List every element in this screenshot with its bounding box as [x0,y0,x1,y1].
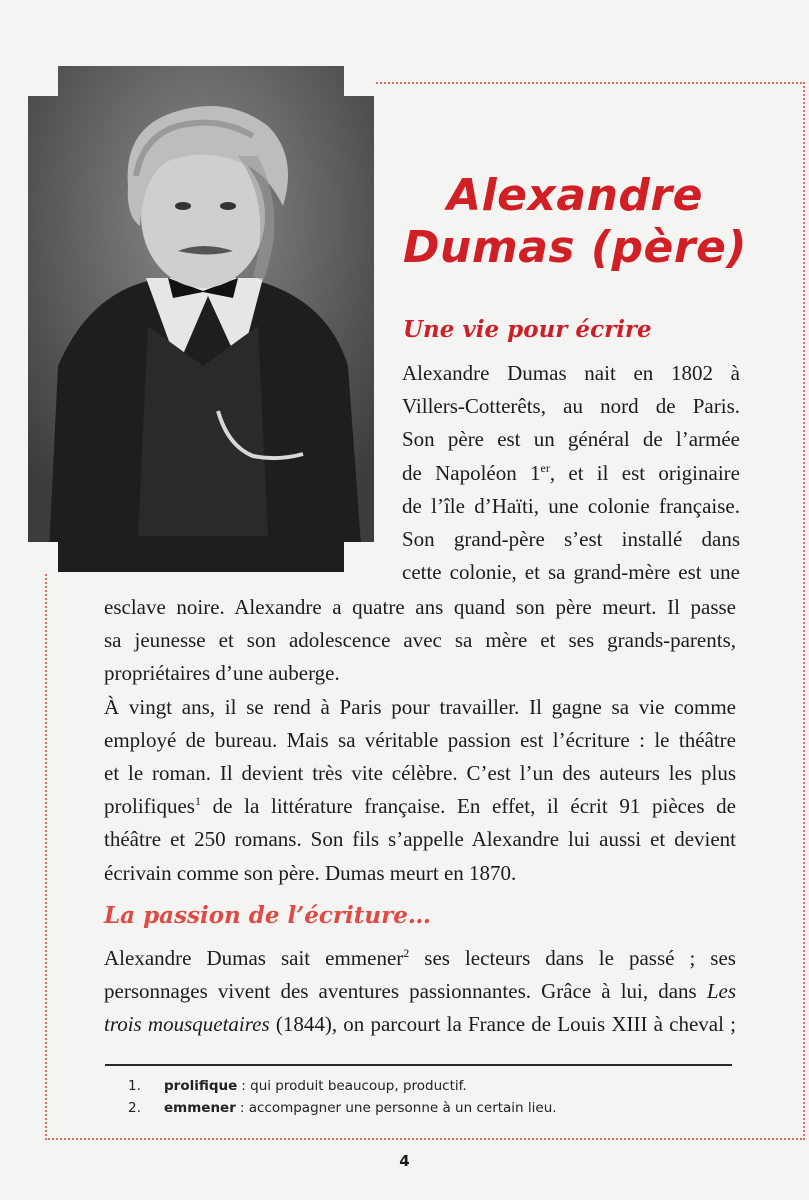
footnote-term: emmener [164,1100,236,1116]
text-line [104,790,736,823]
page-number: 4 [399,1152,410,1170]
text-line: Villers-Cotterêts, au nord de Paris. [402,394,740,419]
footnotes [128,1075,557,1119]
footnote-term: prolifique [164,1078,238,1094]
title-line-2: Dumas (père) [403,222,747,273]
paragraph-intro [402,357,740,589]
footnote-definition: : accompagner une personne à un certain lieu. [239,1100,557,1116]
footnote-number: 2. [128,1100,141,1116]
footnote-definition: : qui produit beaucoup, productif. [241,1078,467,1094]
text-fragment: ses lecteurs dans le passé ; ses [409,946,736,970]
footnote-divider [105,1064,732,1066]
text-fragment: Alexandre Dumas sait emmener [104,946,404,970]
text-line: À vingt ans, il se rend à Paris pour travailler. Il gagne sa vie comme [104,694,736,719]
text-fragment: personnages vivent des aventures passionnantes. Grâce à lui, dans [104,979,707,1004]
superscript-er: er [540,460,550,475]
text-fragment: prolifiques [104,794,195,819]
text-line: cette colonie, et sa grand-mère est une [402,560,740,585]
paragraph-passion [104,942,736,1042]
title-line-1: Alexandre [447,170,703,221]
book-title-fragment: trois mousquetaires [104,1012,270,1037]
text-line: théâtre et 250 romans. Son fils s’appelle Alexandre lui aussi et devient [104,827,736,852]
text-line: Alexandre Dumas nait en 1802 à [402,361,740,385]
paragraph-bio [104,591,736,890]
text-line: écrivain comme son père. Dumas meurt en 1870. [104,860,517,885]
text-line: Son père est un général de l’armée [402,427,740,452]
text-line: esclave noire. Alexandre a quatre ans quand son père meurt. Il passe [104,595,736,619]
text-line: propriétaires d’une auberge. [104,661,340,686]
text-fragment: de la littérature française. En effet, il écrit 91 pièces de [200,794,736,819]
footnote-item [128,1075,557,1097]
text-line: et le roman. Il devient très vite célèbre. C’est l’un des auteurs les plus [104,761,736,786]
footnote-ref-1[interactable]: 1 [194,794,201,809]
footnote-item [128,1097,557,1119]
text-line [104,942,736,975]
text-fragment: (1844), on parcourt la France de Louis XIII à cheval ; [269,1012,736,1037]
text-fragment: de Napoléon 1 [402,460,541,485]
text-line: sa jeunesse et son adolescence avec sa mère et ses grands-parents, [104,628,736,653]
text-line [104,1008,736,1041]
section-heading-vie: Une vie pour écrire [403,316,652,343]
footnote-number: 1. [128,1078,141,1094]
text-line: employé de bureau. Mais sa véritable passion est l’écriture : le théâtre [104,727,736,752]
text-fragment: , et il est originaire [549,460,740,485]
text-line [402,457,740,490]
text-line: de l’île d’Haïti, une colonie française. [402,493,740,518]
portrait-photo [28,66,374,572]
section-heading-passion: La passion de l’écriture… [104,902,431,929]
text-line: Son grand-père s’est installé dans [402,527,740,552]
book-title-fragment: Les [706,979,736,1004]
text-line [104,975,736,1008]
page-title [395,170,755,274]
footnote-ref-2[interactable]: 2 [403,946,410,960]
